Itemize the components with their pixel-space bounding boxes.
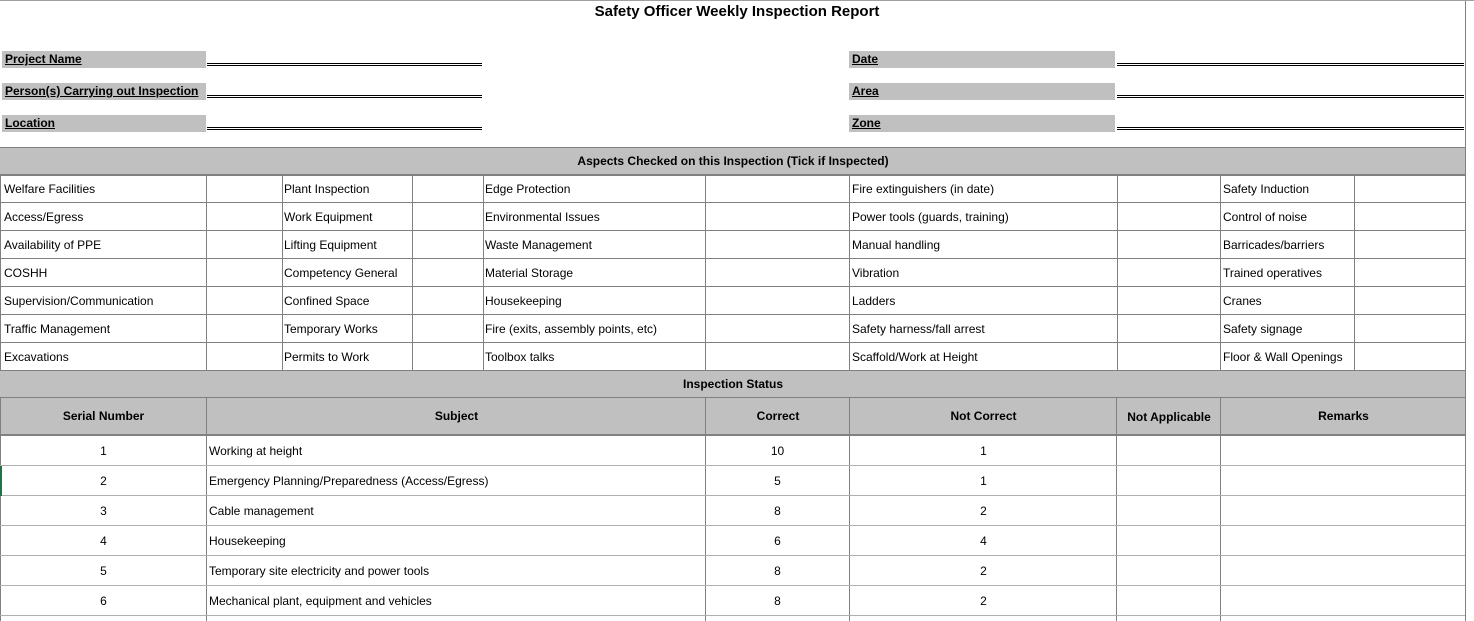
serial-number-cell: 2 xyxy=(100,474,107,488)
column-header-not-applicable: Not Applicable xyxy=(1127,410,1211,424)
aspect-label: Fire extinguishers (in date) xyxy=(852,182,995,196)
aspect-tick-cell[interactable] xyxy=(1355,175,1465,202)
aspect-label: Welfare Facilities xyxy=(4,182,96,196)
column-header-subject: Subject xyxy=(434,409,479,423)
aspect-tick-cell[interactable] xyxy=(207,287,282,314)
aspect-tick-cell[interactable] xyxy=(1118,175,1220,202)
persons-label: Person(s) Carrying out Inspection xyxy=(2,83,206,100)
serial-number-cell: 1 xyxy=(100,444,107,458)
sheet-top-border xyxy=(0,0,1474,1)
location-label: Location xyxy=(2,115,206,132)
report-title: Safety Officer Weekly Inspection Report xyxy=(594,3,880,20)
aspect-label: Toolbox talks xyxy=(485,350,555,364)
aspect-tick-cell[interactable] xyxy=(1355,287,1465,314)
aspect-label: Edge Protection xyxy=(485,182,571,196)
aspect-label: Vibration xyxy=(852,266,900,280)
aspect-label: Availability of PPE xyxy=(4,238,102,252)
status-table-header xyxy=(0,398,1466,435)
aspect-label: Power tools (guards, training) xyxy=(852,210,1009,224)
not-correct-cell: 1 xyxy=(980,474,987,488)
zone-field[interactable] xyxy=(1117,127,1464,130)
aspect-tick-cell[interactable] xyxy=(207,259,282,286)
aspect-label: Housekeeping xyxy=(485,294,562,308)
correct-cell: 8 xyxy=(774,564,781,578)
serial-number-cell: 3 xyxy=(100,504,107,518)
remarks-cell[interactable] xyxy=(1221,586,1465,616)
aspect-label: Excavations xyxy=(4,350,69,364)
project-name-label: Project Name xyxy=(2,51,206,68)
correct-cell: 10 xyxy=(770,444,785,458)
aspect-label: Barricades/barriers xyxy=(1223,238,1325,252)
aspect-label: Lifting Equipment xyxy=(284,238,377,252)
not-correct-cell: 2 xyxy=(980,594,987,608)
aspect-label: Confined Space xyxy=(284,294,370,308)
date-field[interactable] xyxy=(1117,63,1464,66)
aspect-tick-cell[interactable] xyxy=(413,175,483,202)
aspect-tick-cell[interactable] xyxy=(706,287,849,314)
aspects-heading: Aspects Checked on this Inspection (Tick if Inspected) xyxy=(0,147,1466,175)
not-applicable-cell[interactable] xyxy=(1117,526,1220,556)
table-row xyxy=(0,436,1466,466)
aspect-tick-cell[interactable] xyxy=(413,343,483,370)
serial-number-cell: 5 xyxy=(100,564,107,578)
not-correct-cell: 2 xyxy=(980,504,987,518)
subject-cell: Emergency Planning/Preparedness (Access/Egress) xyxy=(209,474,489,488)
subject-cell: Cable management xyxy=(209,504,314,518)
aspect-label: Cranes xyxy=(1223,294,1262,308)
aspect-tick-cell[interactable] xyxy=(413,203,483,230)
subject-cell: Housekeeping xyxy=(209,534,286,548)
remarks-cell[interactable] xyxy=(1221,526,1465,556)
aspect-label: Control of noise xyxy=(1223,210,1308,224)
aspect-tick-cell[interactable] xyxy=(1118,259,1220,286)
column-header-remarks: Remarks xyxy=(1318,409,1369,423)
not-correct-cell: 1 xyxy=(980,444,987,458)
table-row xyxy=(0,496,1466,526)
aspect-tick-cell[interactable] xyxy=(413,315,483,342)
aspect-tick-cell[interactable] xyxy=(413,259,483,286)
correct-cell: 6 xyxy=(774,534,781,548)
aspect-tick-cell[interactable] xyxy=(706,259,849,286)
remarks-cell[interactable] xyxy=(1221,556,1465,586)
correct-cell: 8 xyxy=(774,504,781,518)
aspect-label: Plant Inspection xyxy=(284,182,370,196)
project-name-field[interactable] xyxy=(207,63,482,66)
not-correct-cell: 2 xyxy=(980,564,987,578)
zone-label: Zone xyxy=(849,115,1115,132)
inspection-status-heading: Inspection Status xyxy=(0,370,1466,398)
aspect-label: Environmental Issues xyxy=(485,210,600,224)
aspect-label: Access/Egress xyxy=(4,210,84,224)
aspect-tick-cell[interactable] xyxy=(207,231,282,258)
column-header-correct: Correct xyxy=(756,409,800,423)
not-applicable-cell[interactable] xyxy=(1117,466,1220,496)
subject-cell: Mechanical plant, equipment and vehicles xyxy=(209,594,432,608)
subject-cell: Temporary site electricity and power tools xyxy=(209,564,430,578)
aspect-tick-cell[interactable] xyxy=(706,231,849,258)
aspect-label: Safety Induction xyxy=(1223,182,1310,196)
area-field[interactable] xyxy=(1117,95,1464,98)
aspect-tick-cell[interactable] xyxy=(207,315,282,342)
aspect-tick-cell[interactable] xyxy=(706,203,849,230)
not-applicable-cell[interactable] xyxy=(1117,586,1220,616)
aspect-label: Work Equipment xyxy=(284,210,373,224)
persons-field[interactable] xyxy=(207,95,482,98)
table-row xyxy=(0,556,1466,586)
aspect-label: Temporary Works xyxy=(284,322,378,336)
aspect-tick-cell[interactable] xyxy=(1118,343,1220,370)
remarks-cell[interactable] xyxy=(1221,466,1465,496)
aspect-label: Material Storage xyxy=(485,266,574,280)
serial-number-cell: 6 xyxy=(100,594,107,608)
correct-cell: 8 xyxy=(774,594,781,608)
active-cell-indicator xyxy=(0,466,2,496)
table-row xyxy=(0,466,1466,496)
table-row xyxy=(0,586,1466,616)
aspect-tick-cell[interactable] xyxy=(1355,315,1465,342)
aspect-tick-cell[interactable] xyxy=(1355,259,1465,286)
column-header-not-correct: Not Correct xyxy=(950,409,1017,423)
aspect-tick-cell[interactable] xyxy=(1118,203,1220,230)
aspect-tick-cell[interactable] xyxy=(706,315,849,342)
aspect-label: Floor & Wall Openings xyxy=(1223,350,1343,364)
aspect-tick-cell[interactable] xyxy=(413,287,483,314)
aspect-label: Safety signage xyxy=(1223,322,1303,336)
aspect-tick-cell[interactable] xyxy=(207,175,282,202)
column-header-serial-number: Serial Number xyxy=(62,409,145,423)
aspect-tick-cell[interactable] xyxy=(1118,231,1220,258)
aspect-label: Supervision/Communication xyxy=(4,294,154,308)
location-field[interactable] xyxy=(207,127,482,130)
table-row xyxy=(0,526,1466,556)
remarks-cell[interactable] xyxy=(1221,496,1465,526)
aspect-tick-cell[interactable] xyxy=(1355,343,1465,370)
table-right-border xyxy=(1465,0,1466,621)
aspect-label: Safety harness/fall arrest xyxy=(852,322,985,336)
aspect-tick-cell[interactable] xyxy=(207,203,282,230)
not-applicable-cell[interactable] xyxy=(1117,496,1220,526)
aspect-label: Ladders xyxy=(852,294,896,308)
aspect-label: Permits to Work xyxy=(284,350,370,364)
remarks-cell[interactable] xyxy=(1221,436,1465,466)
aspect-tick-cell[interactable] xyxy=(1355,231,1465,258)
not-applicable-cell[interactable] xyxy=(1117,436,1220,466)
aspect-label: Manual handling xyxy=(852,238,941,252)
aspect-tick-cell[interactable] xyxy=(207,343,282,370)
date-label: Date xyxy=(849,51,1115,68)
aspect-tick-cell[interactable] xyxy=(706,343,849,370)
area-label: Area xyxy=(849,83,1115,100)
correct-cell: 5 xyxy=(774,474,781,488)
aspect-label: Competency General xyxy=(284,266,398,280)
aspect-tick-cell[interactable] xyxy=(413,231,483,258)
aspect-label: COSHH xyxy=(4,266,48,280)
aspect-label: Waste Management xyxy=(485,238,592,252)
aspect-label: Trained operatives xyxy=(1223,266,1322,280)
subject-cell: Working at height xyxy=(209,444,303,458)
aspect-tick-cell[interactable] xyxy=(1118,315,1220,342)
aspect-tick-cell[interactable] xyxy=(706,175,849,202)
aspect-tick-cell[interactable] xyxy=(1118,287,1220,314)
aspect-label: Fire (exits, assembly points, etc) xyxy=(485,322,658,336)
not-applicable-cell[interactable] xyxy=(1117,556,1220,586)
aspect-label: Traffic Management xyxy=(4,322,111,336)
not-correct-cell: 4 xyxy=(980,534,987,548)
aspect-label: Scaffold/Work at Height xyxy=(852,350,978,364)
serial-number-cell: 4 xyxy=(100,534,107,548)
aspect-tick-cell[interactable] xyxy=(1355,203,1465,230)
